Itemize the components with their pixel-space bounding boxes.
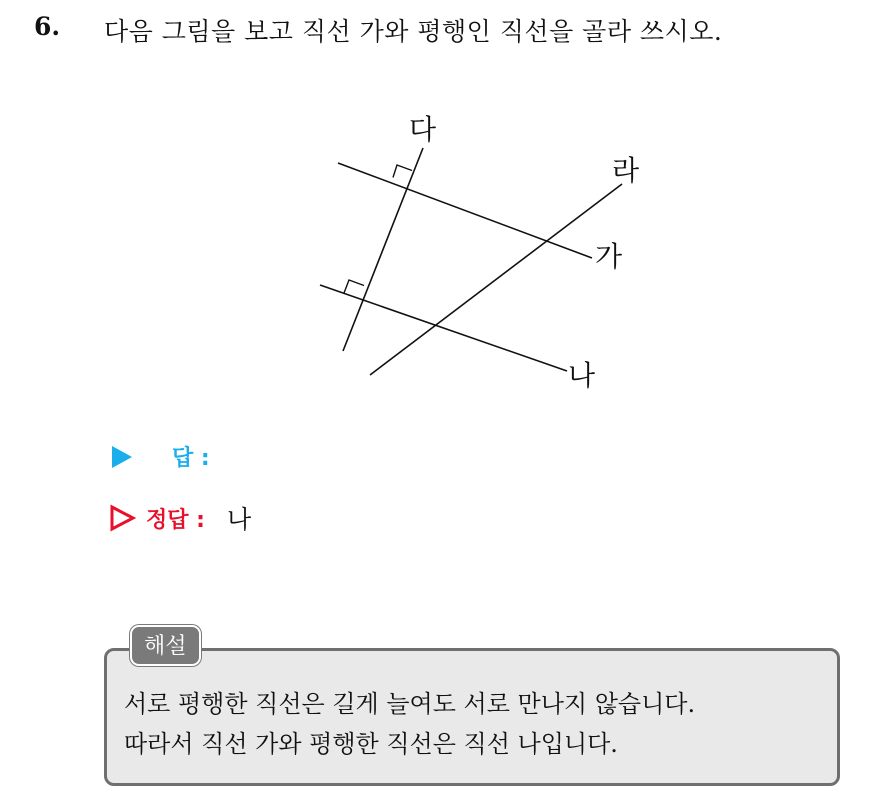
explanation-tag: 해설 — [130, 625, 201, 666]
outline-triangle-icon — [108, 504, 136, 532]
label-da: 다 — [409, 113, 437, 146]
right-angle-mark-top — [393, 165, 412, 178]
label-na: 나 — [568, 359, 596, 392]
right-angle-mark-bottom — [344, 280, 364, 293]
line-na — [320, 285, 567, 371]
correct-answer-label: 정답 : — [146, 507, 205, 533]
correct-answer-value: 나 — [226, 505, 252, 534]
question-text: 다음 그림을 보고 직선 가와 평행인 직선을 골라 쓰시오. — [104, 17, 723, 46]
line-da — [343, 148, 423, 351]
label-ra: 라 — [612, 154, 640, 187]
filled-triangle-icon — [108, 444, 134, 470]
answer-label: 답 : — [172, 446, 210, 471]
answer-row — [108, 441, 232, 472]
label-ga: 가 — [595, 240, 623, 273]
explanation-line-2: 따라서 직선 가와 평행한 직선은 직선 나입니다. — [124, 730, 618, 758]
correct-answer-row — [108, 500, 251, 536]
explanation-line-1: 서로 평행한 직선은 길게 늘여도 서로 만나지 않습니다. — [124, 690, 696, 718]
line-ga — [338, 163, 592, 258]
question-number: 6. — [34, 12, 61, 41]
